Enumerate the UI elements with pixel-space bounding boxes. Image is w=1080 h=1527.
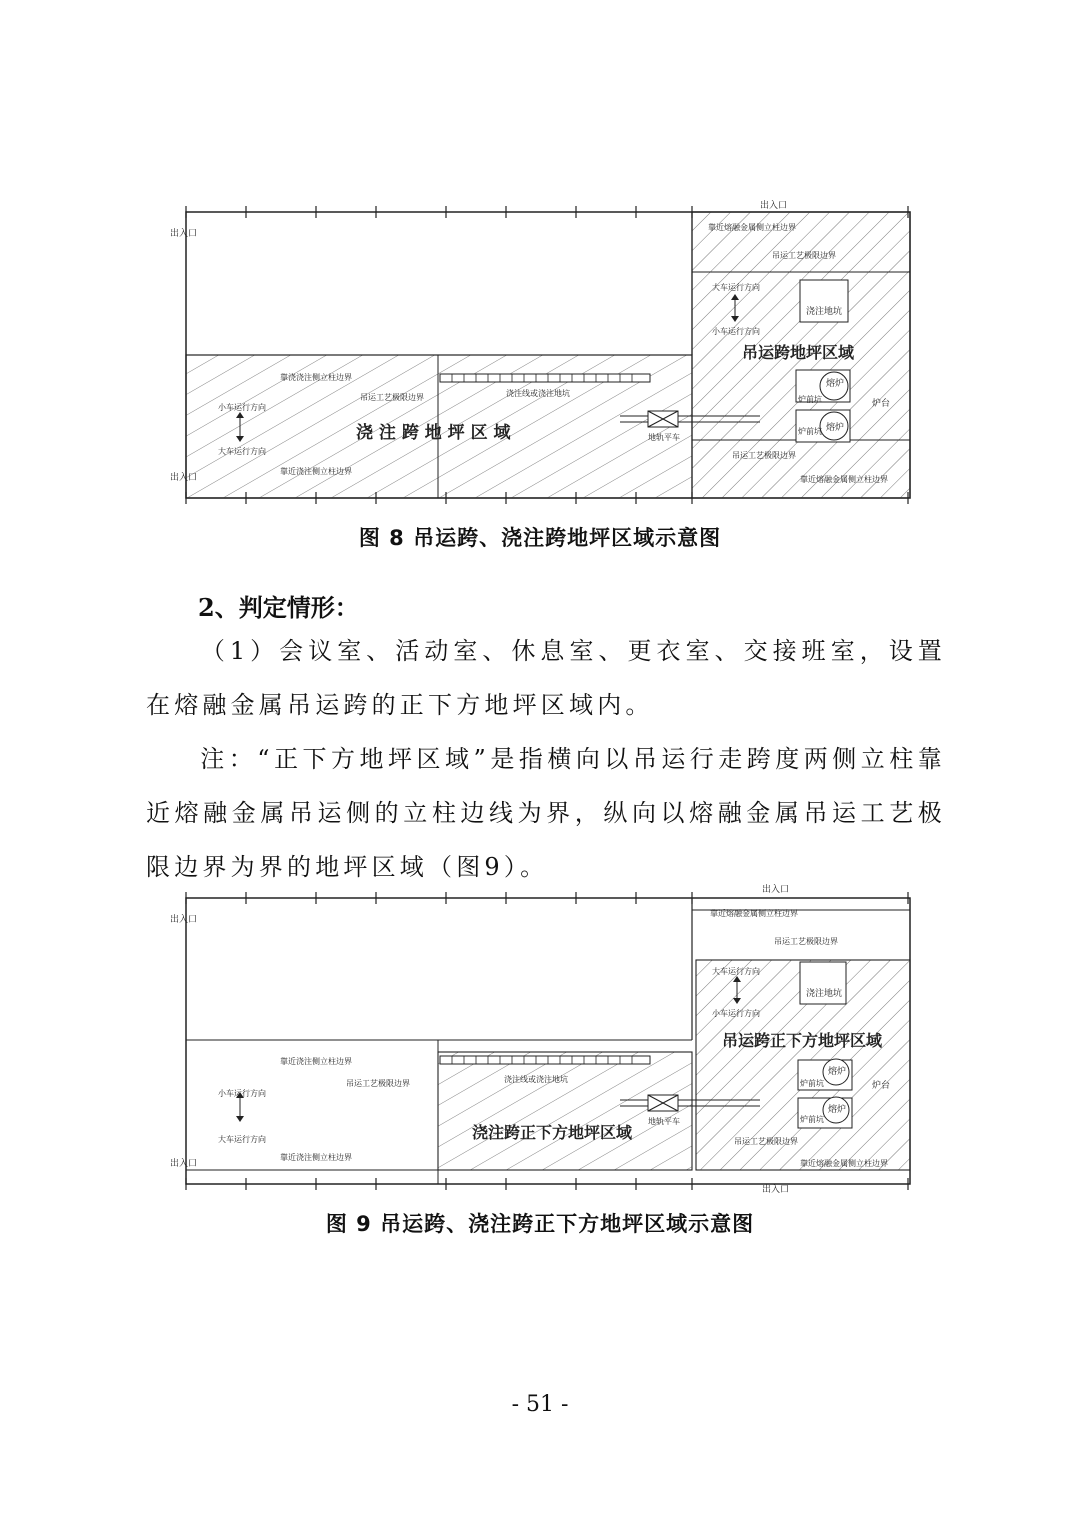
fig9-pour-zone: 浇注跨正下方地坪区域 <box>472 1123 633 1142</box>
fig8-pour-column-bottom: 靠近浇注侧立柱边界 <box>280 467 352 476</box>
fig8-column-boundary-top: 靠近熔融金属侧立柱边界 <box>708 223 796 232</box>
fig8-pour-line: 浇注线或浇注地坑 <box>506 389 570 398</box>
fig9-left-big-dir: 大车运行方向 <box>218 1135 266 1144</box>
fig9-furnace2: 熔炉 <box>828 1105 847 1115</box>
fig8-left-big-dir: 大车运行方向 <box>218 447 266 456</box>
fig9-pour-line: 浇注线或浇注地坑 <box>504 1075 568 1084</box>
fig9-big-car-dir: 大车运行方向 <box>712 967 760 976</box>
fig9-furnace-stage: 炉台 <box>872 1081 891 1091</box>
fig9-pour-pit: 浇注地坑 <box>806 989 843 999</box>
fig8-left-small-dir: 小车运行方向 <box>218 403 266 412</box>
fig8-exit-top: 出入口 <box>760 201 788 211</box>
fig9-pour-column-bottom: 靠近浇注侧立柱边界 <box>280 1153 352 1162</box>
fig8-big-car-dir: 大车运行方向 <box>712 283 760 292</box>
fig9-crane-limit-mid: 吊运工艺极限边界 <box>346 1079 410 1088</box>
fig9-pour-column-top: 靠近浇注侧立柱边界 <box>280 1057 352 1066</box>
fig9-exit-bottom: 出入口 <box>762 1185 790 1195</box>
paragraph-1 <box>146 624 946 732</box>
section-heading: 2、判定情形： <box>198 593 359 622</box>
fig8-metal-column-bottom: 靠近熔融金属侧立柱边界 <box>800 475 888 484</box>
fig9-left-small-dir: 小车运行方向 <box>218 1089 266 1098</box>
figure-9 <box>0 880 1080 1200</box>
page-number: - 51 - <box>511 1392 569 1417</box>
fig8-exit-left-top: 出入口 <box>170 229 198 239</box>
fig9-small-car-dir: 小车运行方向 <box>712 1009 760 1018</box>
fig9-crane-limit-bottom: 吊运工艺极限边界 <box>734 1137 798 1146</box>
figure-9-diagram <box>0 880 1080 1200</box>
fig8-crane-limit-mid: 吊运工艺极限边界 <box>360 393 424 402</box>
fig8-exit-left-bottom: 出入口 <box>170 473 198 483</box>
figure-9-caption: 图 9 吊运跨、浇注跨正下方地坪区域示意图 <box>325 1212 755 1236</box>
fig8-crane-limit-top: 吊运工艺极限边界 <box>772 251 836 260</box>
fig8-pour-pit: 浇注地坑 <box>806 307 843 317</box>
fig9-rail-car: 地轨平车 <box>648 1117 680 1126</box>
fig8-furnace-stage: 炉台 <box>872 399 891 409</box>
fig8-front1: 炉前坑 <box>798 395 822 404</box>
paragraph-2-text: 注：“正下方地坪区域”是指横向以吊运行走跨度两侧立柱靠近熔融金属吊运侧的立柱边线为界，纵向以熔融金属吊运工艺极限边界为界的地坪区域（图9）。 <box>146 745 946 881</box>
fig8-pour-column-top: 靠浇浇注侧立柱边界 <box>280 373 352 382</box>
fig8-crane-limit-bottom: 吊运工艺极限边界 <box>732 451 796 460</box>
fig9-exit-left-bottom: 出入口 <box>170 1159 198 1169</box>
paragraph-2 <box>146 732 946 894</box>
figure-8 <box>0 190 1080 510</box>
fig9-exit-left-top: 出入口 <box>170 915 198 925</box>
fig8-rail-car: 地轨平车 <box>648 433 680 442</box>
fig8-furnace2: 熔炉 <box>826 423 845 433</box>
fig8-small-car-dir: 小车运行方向 <box>712 327 760 336</box>
figure-8-caption: 图 8 吊运跨、浇注跨地坪区域示意图 <box>358 526 722 550</box>
fig9-crane-limit-top: 吊运工艺极限边界 <box>774 937 838 946</box>
fig9-column-boundary-top: 靠近熔融金属侧立柱边界 <box>710 909 798 918</box>
fig8-furnace1: 熔炉 <box>826 379 845 389</box>
fig9-furnace1: 熔炉 <box>828 1067 847 1077</box>
fig9-front1: 炉前坑 <box>800 1079 824 1088</box>
fig8-pour-zone: 浇 注 跨 地 坪 区 域 <box>356 423 511 443</box>
paragraph-1-text: （1）会议室、活动室、休息室、更衣室、交接班室，设置在熔融金属吊运跨的正下方地坪区域内。 <box>146 637 946 719</box>
figure-8-diagram <box>0 190 1080 510</box>
fig8-front2: 炉前坑 <box>798 427 822 436</box>
fig9-front2: 炉前坑 <box>800 1115 824 1124</box>
fig9-crane-zone: 吊运跨正下方地坪区域 <box>722 1031 883 1050</box>
fig9-metal-column-bottom: 靠近熔融金属侧立柱边界 <box>800 1159 888 1168</box>
fig9-exit-top: 出入口 <box>762 885 790 895</box>
fig8-crane-zone: 吊运跨地坪区域 <box>742 343 855 362</box>
